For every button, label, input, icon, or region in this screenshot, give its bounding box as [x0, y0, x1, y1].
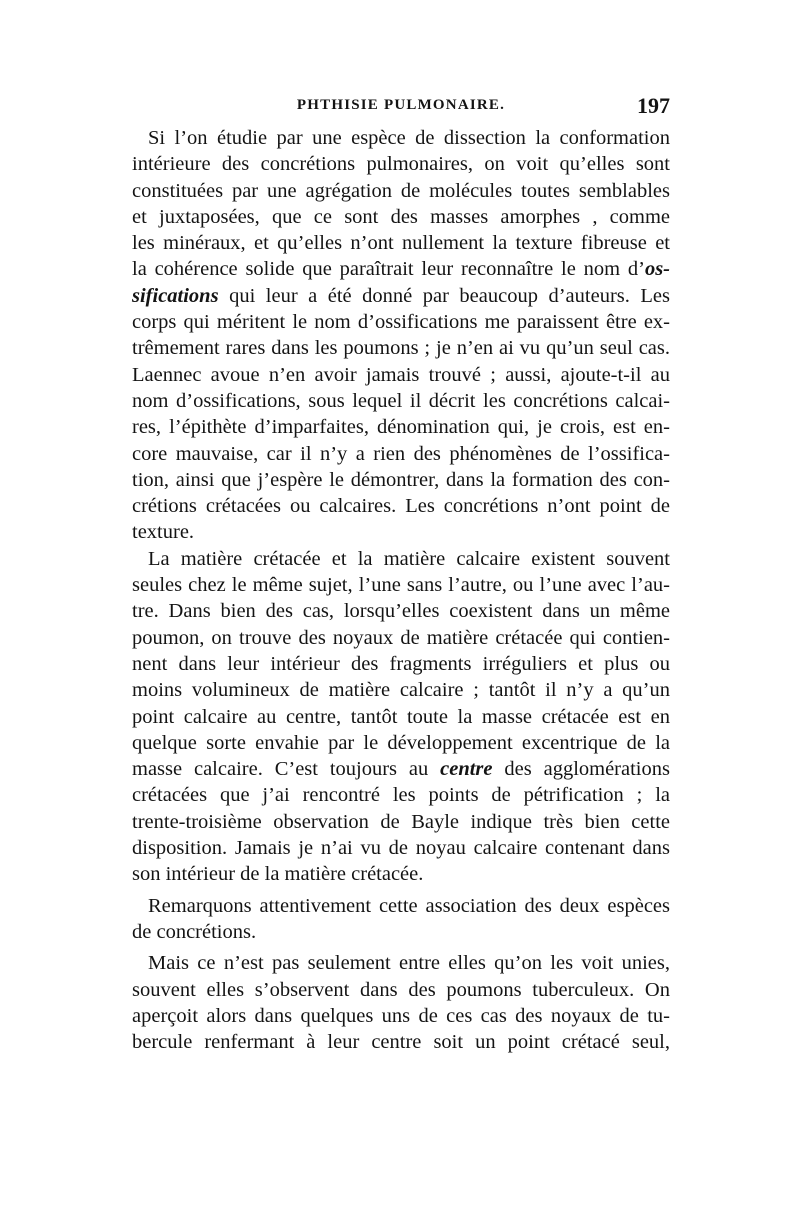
text-line: texture.: [132, 521, 195, 544]
text-line: point calcaire au centre, tantôt toute la masse crétacée est en: [132, 705, 670, 728]
text-line: souvent elles s’observent dans des poumons tuberculeux. On: [132, 978, 670, 1001]
text-line: tion, ainsi que j’espère le démontrer, dans la formation des con-: [132, 468, 670, 491]
text-line: aperçoit alors dans quelques uns de ces cas des noyaux de tu-: [132, 1004, 670, 1027]
text-line: nom d’ossifications, sous lequel il décrit les concrétions calcai-: [132, 389, 670, 412]
text-line: disposition. Jamais je n’ai vu de noyau calcaire contenant dans: [132, 837, 670, 860]
text-line: poumon, on trouve des noyaux de matière crétacée qui contien-: [132, 626, 670, 649]
text-line: les minéraux, et qu’elles n’ont nullement la texture fibreuse et: [132, 232, 670, 255]
text-line: et juxtaposées, que ce sont des masses amorphes , comme: [132, 205, 670, 228]
text-line: de concrétions.: [132, 920, 257, 943]
text-run: qui leur a été donné par beaucoup d’auteurs. Les: [218, 284, 670, 307]
text-run: la cohérence solide que paraîtrait leur reconnaître le nom d’: [132, 258, 645, 281]
text-line: res, l’épithète d’imparfaites, dénomination qui, je crois, est en-: [132, 416, 670, 439]
body-text: [132, 125, 670, 1055]
page-number: 197: [637, 93, 670, 118]
text-line: [132, 283, 670, 309]
text-line: corps qui méritent le nom d’ossifications me paraissent être ex-: [132, 311, 670, 334]
text-line: trente-troisième observation de Bayle indique très bien cette: [132, 810, 670, 833]
text-line: trêmement rares dans les poumons ; je n’en ai vu qu’un seul cas.: [132, 337, 670, 360]
text-line: tre. Dans bien des cas, lorsqu’elles coexistent dans un même: [132, 600, 670, 623]
text-line: [132, 256, 670, 282]
text-line: Laennec avoue n’en avoir jamais trouvé ; aussi, ajoute-t-il au: [132, 363, 670, 386]
text-run: des agglomérations: [492, 758, 670, 781]
text-line: moins volumineux de matière calcaire ; tantôt il n’y a qu’un: [132, 679, 670, 702]
text-line: nent dans leur intérieur des fragments irréguliers et plus ou: [132, 652, 670, 675]
page-header: [132, 93, 670, 123]
text-line: core mauvaise, car il n’y a rien des phénomènes de l’ossifica-: [132, 442, 670, 465]
italic-term: centre: [440, 758, 493, 781]
text-line: Mais ce n’est pas seulement entre elles qu’on les voit unies,: [148, 952, 670, 975]
text-line: Remarquons attentivement cette association des deux espèces: [148, 894, 670, 917]
text-line: intérieure des concrétions pulmonaires, on voit qu’elles sont: [132, 153, 670, 176]
text-line: La matière crétacée et la matière calcaire existent souvent: [148, 547, 670, 570]
text-line: [132, 756, 670, 782]
text-line: son intérieur de la matière crétacée.: [132, 863, 424, 886]
italic-term: os-: [644, 258, 670, 281]
text-run: masse calcaire. C’est toujours au: [132, 758, 441, 781]
text-line: bercule renfermant à leur centre soit un point crétacé seul,: [132, 1031, 670, 1054]
italic-term: sifications: [132, 284, 219, 307]
text-line: Si l’on étudie par une espèce de dissection la conformation: [148, 127, 670, 149]
text-line: crétions crétacées ou calcaires. Les concrétions n’ont point de: [132, 495, 670, 518]
text-line: quelque sorte envahie par le développement excentrique de la: [132, 731, 670, 754]
running-title: PHTHISIE PULMONAIRE.: [296, 97, 506, 113]
text-line: seules chez le même sujet, l’une sans l’autre, ou l’une avec l’au-: [132, 574, 670, 597]
text-line: constituées par une agrégation de molécules toutes semblables: [132, 179, 670, 202]
text-line: crétacées que j’ai rencontré les points de pétrification ; la: [132, 784, 670, 807]
